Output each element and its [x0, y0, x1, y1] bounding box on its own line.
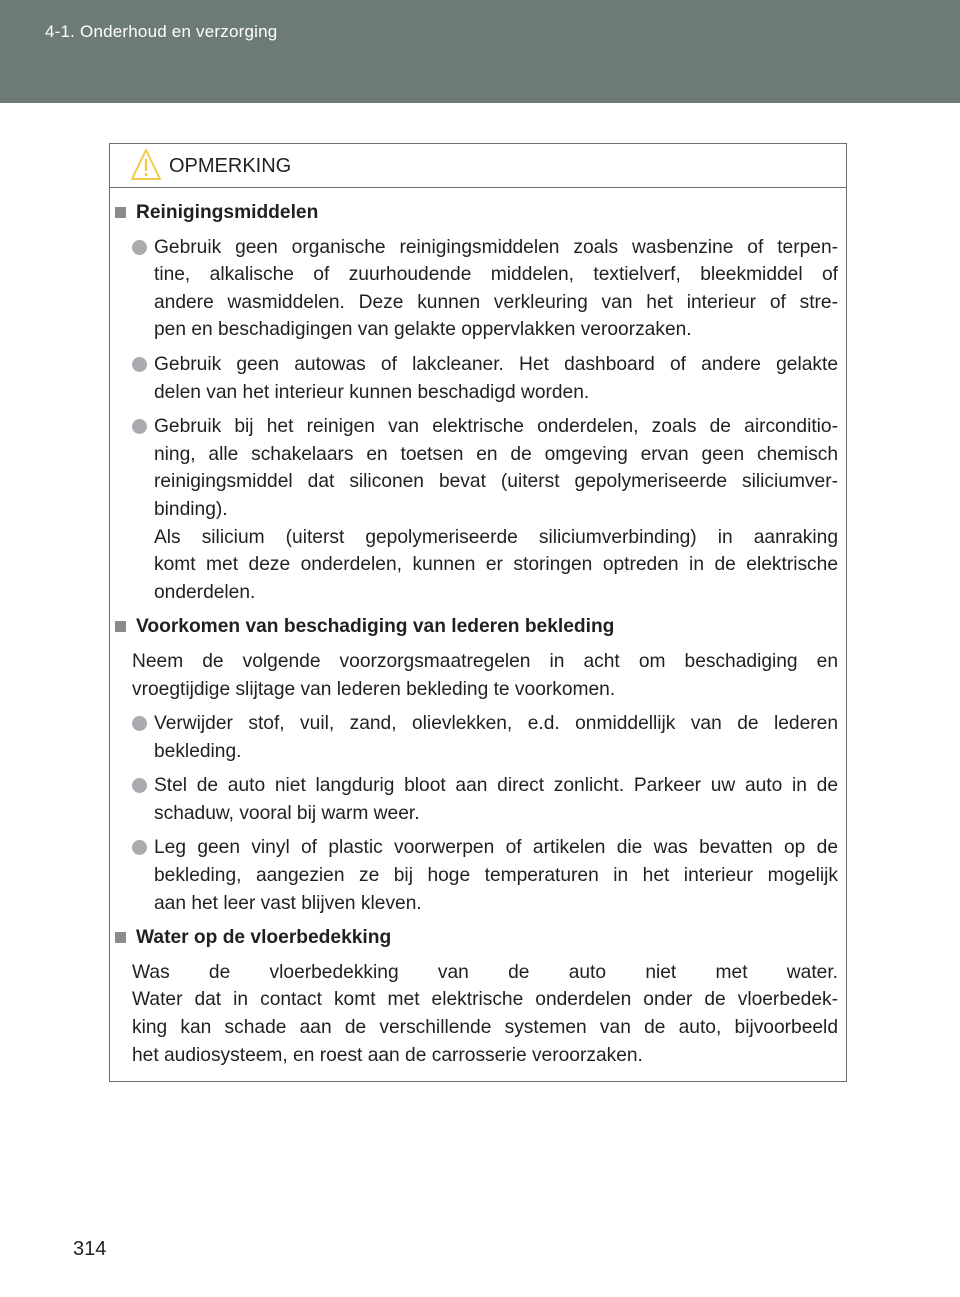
round-bullet-icon	[132, 716, 147, 731]
bullet-item	[110, 710, 846, 765]
text-line: andere wasmiddelen. Deze kunnen verkleuring van het interieur of stre-	[154, 291, 838, 313]
square-bullet-icon	[115, 932, 126, 943]
section-heading-text: Water op de vloerbedekking	[136, 927, 392, 949]
text-line: Verwijder stof, vuil, zand, olievlekken, e.d. onmiddellijk van de lederen	[154, 713, 838, 735]
notice-section	[110, 613, 846, 917]
bullet-item	[110, 772, 846, 827]
bullet-item	[110, 351, 846, 406]
text-line: Gebruik bij het reinigen van elektrische onderdelen, zoals de airconditio-	[154, 416, 838, 438]
warning-triangle-icon	[130, 148, 162, 182]
text-line: Als silicium (uiterst gepolymeriseerde siliciumverbinding) in aanraking	[154, 526, 838, 548]
text-line: delen van het interieur kunnen beschadigd worden.	[154, 381, 590, 403]
section-heading	[110, 199, 846, 227]
section-heading-text: Voorkomen van beschadiging van lederen bekleding	[136, 616, 615, 638]
notice-box	[109, 143, 847, 1082]
text-line: Gebruik geen autowas of lakcleaner. Het dashboard of andere gelakte	[154, 353, 838, 375]
section-heading	[110, 613, 846, 641]
section-heading	[110, 924, 846, 952]
text-line: tine, alkalische of zuurhoudende middelen, textielverf, bleekmiddel of	[154, 264, 838, 286]
text-line: Stel de auto niet langdurig bloot aan direct zonlicht. Parkeer uw auto in de	[154, 775, 838, 797]
notice-content	[110, 188, 846, 1069]
text-line: vroegtijdige slijtage van lederen bekleding te voorkomen.	[132, 678, 616, 700]
section-heading-text: Reinigingsmiddelen	[136, 202, 319, 223]
text-line: reinigingsmiddel dat siliconen bevat (uiterst gepolymeriseerde siliciumver-	[154, 471, 838, 493]
text-line: king kan schade aan de verschillende systemen van de auto, bijvoorbeeld	[132, 1017, 838, 1039]
round-bullet-icon	[132, 840, 147, 855]
text-line: bekleding.	[154, 740, 242, 762]
section-title: 4-1. Onderhoud en verzorging	[45, 22, 278, 41]
text-line: Was de vloerbedekking van de auto niet met water.	[132, 961, 838, 983]
notice-header	[110, 144, 846, 188]
bullet-item	[110, 413, 846, 606]
text-line: aan het leer vast blijven kleven.	[154, 892, 422, 914]
paragraph	[110, 648, 846, 703]
text-line: Neem de volgende voorzorgsmaatregelen in acht om beschadiging en	[132, 650, 838, 672]
text-line: Water dat in contact komt met elektrische onderdelen onder de vloerbedek-	[132, 989, 838, 1011]
notice-section	[110, 199, 846, 606]
page-number: 314	[73, 1238, 107, 1260]
text-line: onderdelen.	[154, 581, 256, 603]
round-bullet-icon	[132, 240, 147, 255]
bullet-item	[110, 834, 846, 917]
text-line: Gebruik geen organische reinigingsmiddelen zoals wasbenzine of terpen-	[154, 236, 838, 258]
notice-title: OPMERKING	[169, 155, 292, 177]
notice-section	[110, 924, 846, 1069]
text-line: pen en beschadigingen van gelakte oppervlakken veroorzaken.	[154, 319, 692, 341]
round-bullet-icon	[132, 419, 147, 434]
paragraph	[110, 959, 846, 1069]
bullet-item	[110, 234, 846, 344]
text-line: ning, alle schakelaars en toetsen en de omgeving ervan geen chemisch	[154, 443, 838, 465]
square-bullet-icon	[115, 207, 126, 218]
square-bullet-icon	[115, 621, 126, 632]
text-line: binding).	[154, 498, 228, 520]
round-bullet-icon	[132, 778, 147, 793]
text-line: Leg geen vinyl of plastic voorwerpen of artikelen die was bevatten op de	[154, 837, 838, 859]
text-line: komt met deze onderdelen, kunnen er storingen optreden in de elektrische	[154, 554, 838, 576]
text-line: bekleding, aangezien ze bij hoge temperaturen in het interieur mogelijk	[154, 865, 838, 887]
header-bar	[0, 0, 960, 103]
round-bullet-icon	[132, 357, 147, 372]
text-line: het audiosysteem, en roest aan de carrosserie veroorzaken.	[132, 1044, 643, 1066]
text-line: schaduw, vooral bij warm weer.	[154, 802, 420, 824]
